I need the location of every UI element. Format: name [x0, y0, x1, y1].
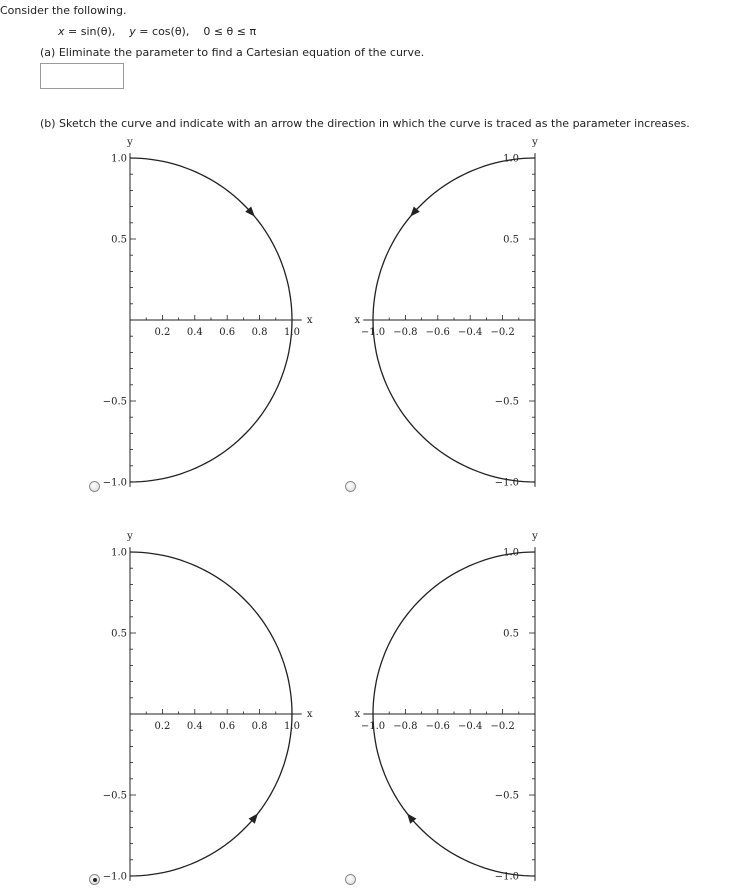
x-tick-label: 0.8	[251, 721, 268, 732]
x-tick-label: −1.0	[360, 327, 386, 338]
y-tick-label: −1.0	[102, 477, 127, 489]
x-axis-label: x	[354, 709, 361, 720]
y-expression: = cos(θ),	[135, 25, 190, 38]
y-tick-label: 0.5	[111, 234, 127, 246]
x-expression: = sin(θ),	[64, 25, 116, 38]
part-a-prompt: (a) Eliminate the parameter to find a Cartesian equation of the curve.	[40, 46, 425, 59]
x-tick-label: 0.8	[251, 327, 268, 338]
y-tick-label: 0.5	[503, 628, 519, 640]
x-tick-label: −0.8	[393, 327, 418, 338]
x-tick-label: −0.6	[425, 327, 450, 338]
x-tick-label: 0.4	[186, 327, 203, 338]
x-tick-label: −0.2	[490, 327, 515, 338]
y-tick-label: −0.5	[102, 790, 127, 802]
x-variable: x	[58, 25, 65, 38]
y-axis-label: y	[532, 531, 538, 542]
x-tick-label: −0.6	[425, 721, 450, 732]
y-tick-label: 1.0	[111, 153, 127, 165]
option-d-radio[interactable]	[345, 874, 356, 885]
y-axis-label: y	[127, 531, 133, 542]
x-tick-label: 0.2	[154, 327, 171, 338]
y-tick-label: −1.0	[494, 477, 519, 489]
x-tick-label: 1.0	[284, 721, 300, 732]
y-tick-label: −1.0	[102, 871, 127, 883]
option-b-radio[interactable]	[345, 481, 356, 492]
x-tick-label: 0.4	[186, 721, 203, 732]
problem-intro: Consider the following.	[0, 4, 127, 17]
y-axis-label: y	[127, 137, 133, 148]
y-tick-label: 0.5	[503, 234, 519, 246]
option-c-radio[interactable]	[89, 874, 100, 885]
parameter-domain: 0 ≤ θ ≤ π	[203, 25, 257, 38]
y-variable: y	[129, 25, 136, 38]
y-tick-label: −0.5	[494, 396, 519, 408]
x-axis-label: x	[306, 315, 313, 326]
x-axis-label: x	[354, 315, 361, 326]
y-tick-label: 1.0	[503, 153, 519, 165]
y-tick-label: −1.0	[494, 871, 519, 883]
y-tick-label: 1.0	[503, 547, 519, 559]
y-axis-label: y	[532, 137, 538, 148]
part-b-prompt: (b) Sketch the curve and indicate with an arrow the direction in which the curve is traced as the parameter increases.	[40, 117, 690, 130]
x-tick-label: 0.2	[154, 721, 171, 732]
option-a-radio[interactable]	[89, 481, 100, 492]
x-tick-label: 0.6	[219, 327, 236, 338]
y-tick-label: 1.0	[111, 547, 127, 559]
y-tick-label: −0.5	[102, 396, 127, 408]
x-tick-label: 0.6	[219, 721, 236, 732]
x-tick-label: 1.0	[284, 327, 300, 338]
x-tick-label: −0.4	[458, 327, 483, 338]
y-tick-label: −0.5	[494, 790, 519, 802]
x-tick-label: −0.2	[490, 721, 515, 732]
x-axis-label: x	[306, 709, 313, 720]
x-tick-label: −1.0	[360, 721, 386, 732]
y-tick-label: 0.5	[111, 628, 127, 640]
x-tick-label: −0.8	[393, 721, 418, 732]
x-tick-label: −0.4	[458, 721, 483, 732]
